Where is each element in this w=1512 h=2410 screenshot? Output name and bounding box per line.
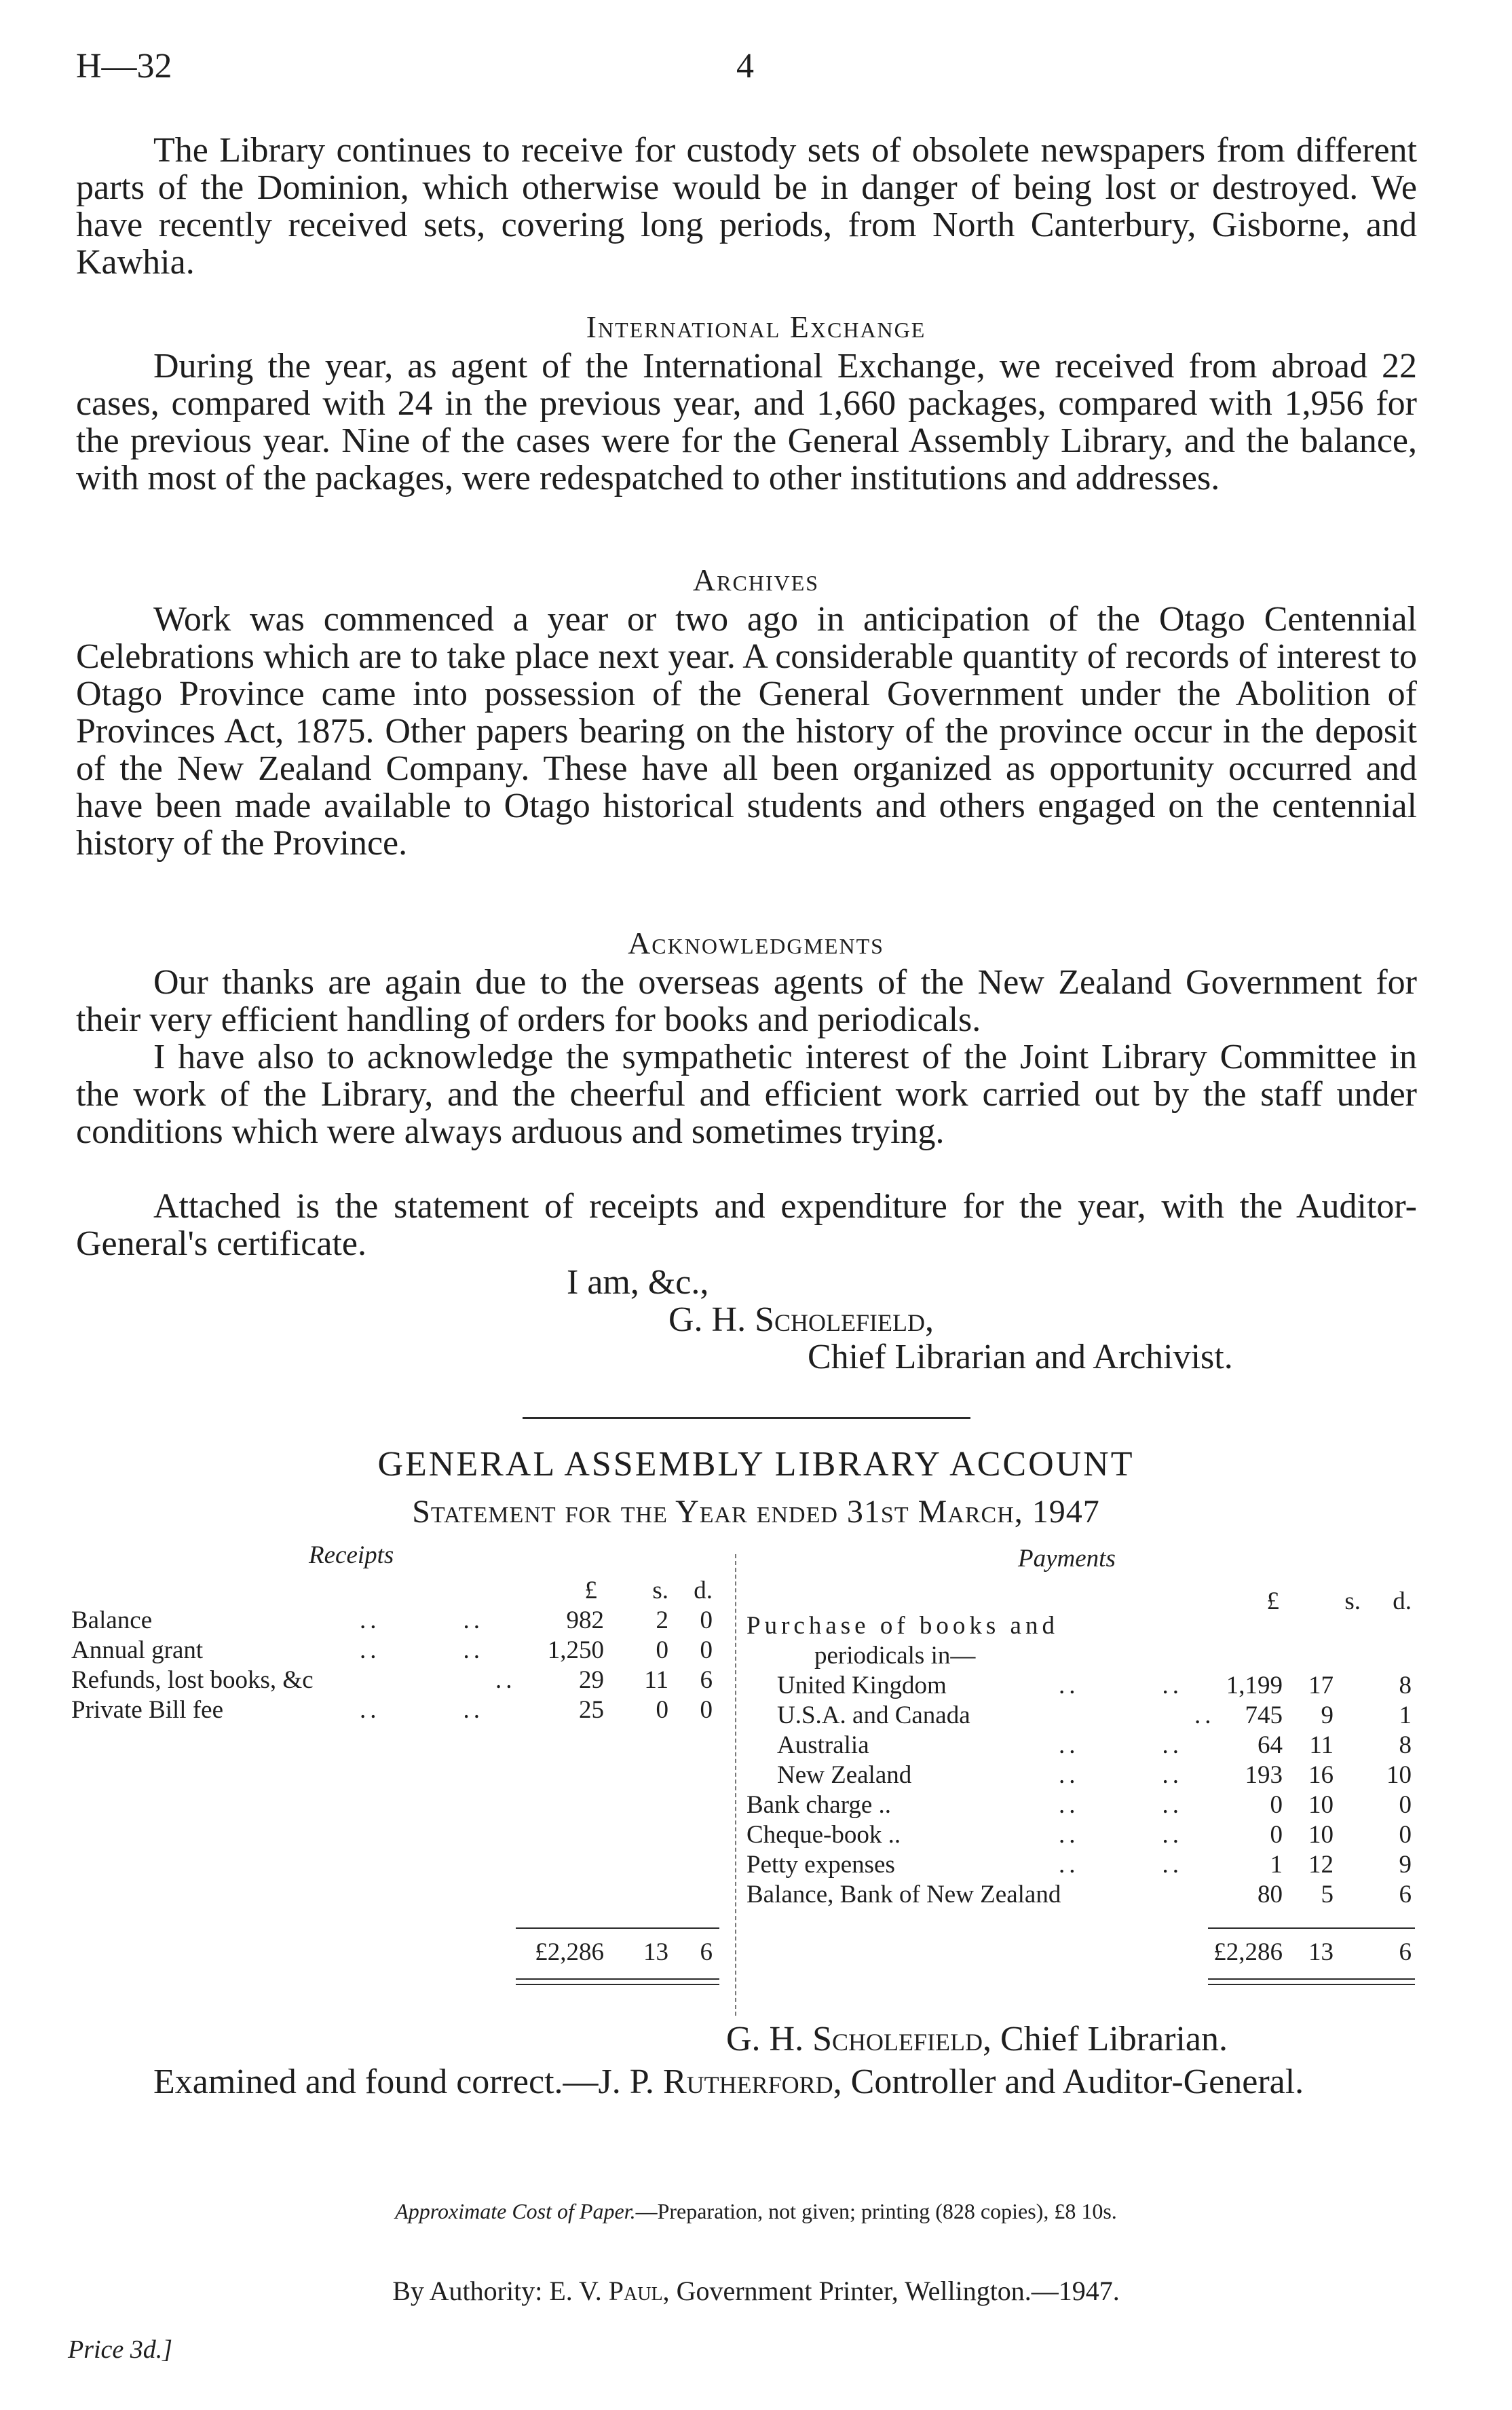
closing-line: I am, &c., — [567, 1263, 709, 1302]
receipt-pence: 0 — [700, 1606, 713, 1634]
receipts-total-rule-1 — [516, 1978, 719, 1980]
auditor-name: Rutherford, — [662, 2063, 842, 2101]
receipt-label: Balance — [71, 1606, 153, 1634]
leader-dots: .. .. — [1059, 1791, 1183, 1819]
payments-intro: Purchase of books and — [746, 1612, 1059, 1640]
receipt-pounds: 25 — [579, 1696, 604, 1724]
receipt-shillings: 0 — [656, 1696, 668, 1724]
payment-label: Petty expenses — [746, 1851, 895, 1879]
leader-dots: .. .. — [1059, 1821, 1183, 1849]
receipt-pounds: 29 — [579, 1666, 604, 1694]
audit-suffix: Controller and Auditor-General. — [842, 2063, 1304, 2101]
receipt-pounds: 982 — [566, 1606, 604, 1634]
payments-total-rule-1 — [1208, 1978, 1415, 1980]
leader-dots: .. — [495, 1666, 516, 1694]
leader-dots: .. .. — [360, 1636, 484, 1664]
receipt-label: Refunds, lost books, &c — [71, 1666, 314, 1694]
leader-dots: .. .. — [360, 1696, 484, 1724]
payment-shillings: 11 — [1309, 1731, 1334, 1759]
paragraph-exchange: During the year, as agent of the International Exchange, we received from abroad 22 cases, compared with 24 in the previous year, and 1,660 packages, compared with 1,956 for the previous year. Nine of the cases were for the General Assembly Library, and the balance, with most of the packages, were redespatched to other institutions and addresses. — [76, 347, 1417, 497]
payment-shillings: 16 — [1308, 1761, 1334, 1789]
leader-dots: .. .. — [360, 1606, 484, 1634]
payment-shillings: 17 — [1308, 1672, 1334, 1699]
audit-prefix: Examined and found correct.—J. P. — [153, 2063, 663, 2101]
payment-label: Australia — [777, 1731, 869, 1759]
receipt-pounds: 1,250 — [547, 1636, 604, 1664]
receipts-pence-header: d. — [694, 1577, 713, 1604]
paper-cost-label: Approximate Cost of Paper. — [395, 2199, 636, 2223]
payment-pounds: 1,199 — [1226, 1672, 1283, 1699]
payment-pence: 10 — [1386, 1761, 1412, 1789]
payment-label: New Zealand — [777, 1761, 912, 1789]
payment-pence: 8 — [1399, 1731, 1412, 1759]
payments-total-rule-2 — [1208, 1984, 1415, 1985]
receipt-label: Private Bill fee — [71, 1696, 223, 1724]
signatory-title: Chief Librarian and Archivist. — [808, 1338, 1233, 1376]
receipts-total-shillings: 13 — [643, 1938, 668, 1966]
payment-pence: 9 — [1399, 1851, 1412, 1879]
payments-pounds-header: £ — [1266, 1587, 1279, 1615]
paragraph-archives: Work was commenced a year or two ago in anticipation of the Otago Centennial Celebrations which are to take place next year. A considerable quantity of records of interest to Otago Province came into possession of the General Government under the Abolition of Provinces Act, 1875. Other papers bearing on the history of the province occur in the deposit of the New Zealand Company. These have all been organized as opportunity occurred and have been made available to Otago historical students and others engaged on the centennial history of the Province. — [76, 600, 1417, 863]
printer-authority — [0, 2275, 1512, 2307]
receipts-total-pence: 6 — [700, 1938, 713, 1966]
payment-shillings: 12 — [1308, 1851, 1334, 1879]
librarian-title: Chief Librarian. — [1000, 2020, 1228, 2058]
leader-dots: .. .. — [1059, 1731, 1183, 1759]
payment-pence: 1 — [1399, 1701, 1412, 1729]
payment-label: U.S.A. and Canada — [777, 1701, 970, 1729]
heading-archives: Archives — [692, 563, 820, 597]
price: Price 3d.] — [68, 2335, 173, 2364]
payment-label: United Kingdom — [777, 1672, 947, 1699]
receipts-shillings-header: s. — [652, 1577, 668, 1604]
payments-total-shillings: 13 — [1308, 1938, 1334, 1966]
payment-label: Cheque-book .. — [746, 1821, 901, 1849]
leader-dots: .. .. — [1059, 1851, 1183, 1879]
column-divider — [735, 1554, 736, 2016]
leader-dots: .. .. — [1059, 1761, 1183, 1789]
receipts-total-rule-2 — [516, 1984, 719, 1985]
payments-total-pence: 6 — [1399, 1938, 1412, 1966]
authority-suffix: Government Printer, Wellington.—1947. — [669, 2276, 1120, 2306]
receipts-pounds-header: £ — [584, 1577, 597, 1604]
payment-pence: 6 — [1399, 1881, 1412, 1908]
payment-pounds: 80 — [1258, 1881, 1283, 1908]
page-number: 4 — [736, 47, 754, 86]
payments-label: Payments — [1018, 1545, 1116, 1573]
signatory-name: G. H. Scholefield, — [668, 1300, 934, 1339]
leader-dots: .. — [1194, 1701, 1215, 1729]
receipt-shillings: 11 — [644, 1666, 668, 1694]
receipts-label: Receipts — [309, 1541, 394, 1569]
receipt-pence: 6 — [700, 1666, 713, 1694]
receipt-label: Annual grant — [71, 1636, 204, 1664]
payment-pounds: 1 — [1270, 1851, 1283, 1879]
payment-shillings: 9 — [1321, 1701, 1334, 1729]
printer-name: Paul, — [608, 2276, 670, 2306]
receipt-shillings: 2 — [656, 1606, 668, 1634]
librarian-name: G. H. Scholefield, — [726, 2020, 992, 2058]
payment-label: Balance, Bank of New Zealand — [746, 1881, 1061, 1908]
document-reference: H—32 — [76, 47, 172, 86]
payments-shillings-header: s. — [1344, 1587, 1361, 1615]
payment-pounds: 745 — [1245, 1701, 1283, 1729]
payment-shillings: 5 — [1321, 1881, 1334, 1908]
paper-cost-note — [0, 2199, 1512, 2224]
payment-pounds: 0 — [1270, 1791, 1283, 1819]
heading-acknowledgments: Acknowledgments — [628, 926, 884, 960]
payments-pence-header: d. — [1393, 1587, 1412, 1615]
leader-dots: .. .. — [1059, 1672, 1183, 1699]
receipt-pence: 0 — [700, 1696, 713, 1724]
receipts-subtotal-rule — [516, 1927, 719, 1929]
payment-label: Bank charge .. — [746, 1791, 892, 1819]
authority-prefix: By Authority: E. V. — [392, 2276, 609, 2306]
payments-total-pounds: £2,286 — [1213, 1938, 1283, 1966]
section-divider — [523, 1417, 970, 1419]
receipt-pence: 0 — [700, 1636, 713, 1664]
paragraph-ack-statement: Attached is the statement of receipts and expenditure for the year, with the Auditor-General's certificate. — [76, 1187, 1417, 1263]
heading-international-exchange: International Exchange — [586, 309, 926, 344]
account-title: GENERAL ASSEMBLY LIBRARY ACCOUNT — [377, 1445, 1135, 1484]
payment-pounds: 0 — [1270, 1821, 1283, 1849]
payment-pence: 8 — [1399, 1672, 1412, 1699]
payment-shillings: 10 — [1308, 1821, 1334, 1849]
audit-statement — [76, 2063, 1417, 2101]
receipt-shillings: 0 — [656, 1636, 668, 1664]
payment-pence: 0 — [1399, 1791, 1412, 1819]
paper-cost-text: —Preparation, not given; printing (828 copies), £8 10s. — [635, 2199, 1117, 2223]
account-subtitle: Statement for the Year ended 31st March, 1947 — [412, 1494, 1100, 1530]
paragraph-ack-committee: I have also to acknowledge the sympathetic interest of the Joint Library Committee in the work of the Library, and the cheerful and efficient work carried out by the staff under conditions which were always arduous and sometimes trying. — [76, 1038, 1417, 1151]
payments-subtotal-rule — [1208, 1927, 1415, 1929]
payments-intro-sub: periodicals in— — [814, 1642, 976, 1670]
payment-shillings: 10 — [1308, 1791, 1334, 1819]
payment-pence: 0 — [1399, 1821, 1412, 1849]
payment-pounds: 193 — [1245, 1761, 1283, 1789]
receipts-total-pounds: £2,286 — [535, 1938, 604, 1966]
librarian-signature — [726, 2019, 1228, 2059]
paragraph-newspapers: The Library continues to receive for custody sets of obsolete newspapers from different parts of the Dominion, which otherwise would be in danger of being lost or destroyed. We have recently received sets, covering long periods, from North Canterbury, Gisborne, and Kawhia. — [76, 131, 1417, 282]
payment-pounds: 64 — [1258, 1731, 1283, 1759]
paragraph-ack-agents: Our thanks are again due to the overseas agents of the New Zealand Government for their very efficient handling of orders for books and periodicals. — [76, 963, 1417, 1039]
